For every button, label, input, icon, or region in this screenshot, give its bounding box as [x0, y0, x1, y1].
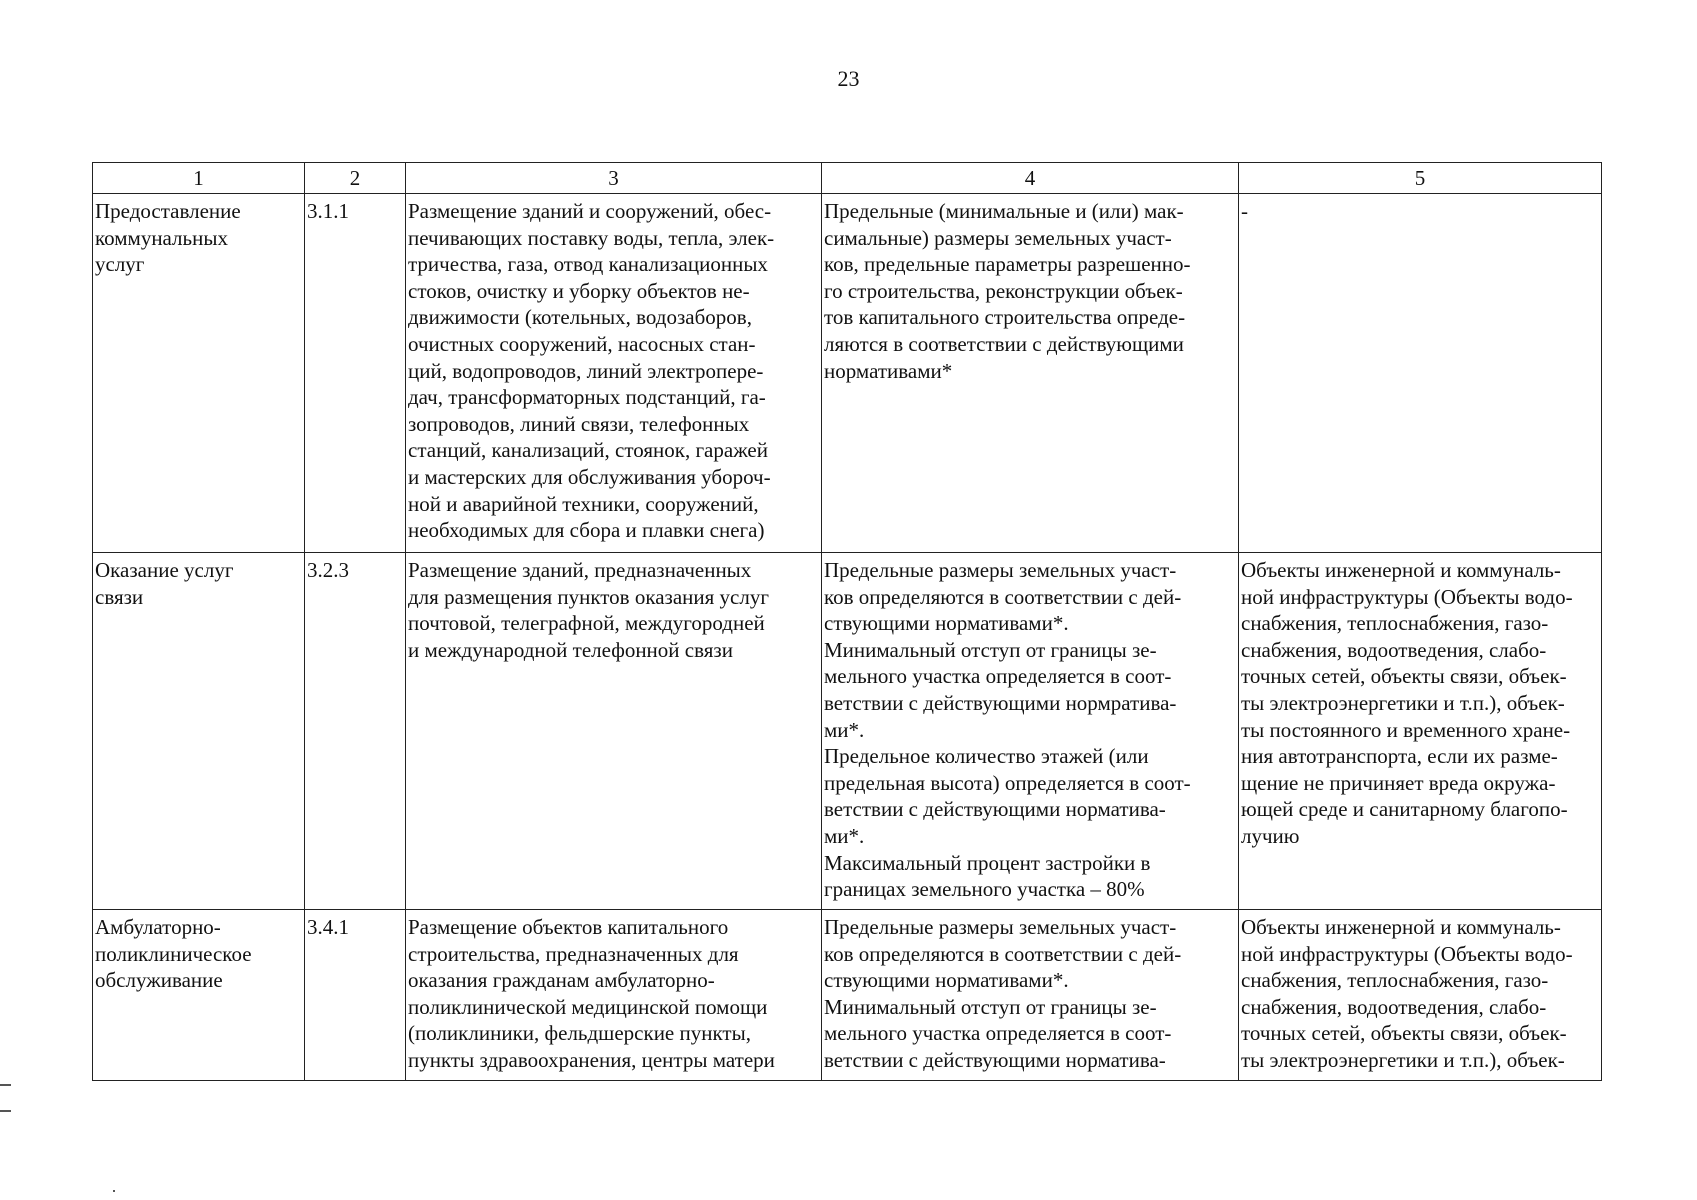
- use-type-name: Оказание услуг связи: [93, 553, 305, 910]
- table-row: [93, 910, 1602, 1081]
- column-header: 4: [822, 163, 1239, 194]
- scan-dust-speck: [113, 1190, 115, 1192]
- limit-parameters: Предельные размеры земельных участ- ков определяются в соответствии с дей- ствующими нормативами*. Минимальный отступ от границы зе- мельного участка определяется в соот- ветствии с действующими норматива-: [822, 910, 1239, 1081]
- column-header: 1: [93, 163, 305, 194]
- use-type-name: Предоставление коммунальных услуг: [93, 194, 305, 553]
- use-type-name: Амбулаторно- поликлиническое обслуживание: [93, 910, 305, 1081]
- use-type-description: Размещение объектов капитального строительства, предназначенных для оказания гражданам амбулаторно- поликлинической медицинской помощи (поликлиники, фельдшерские пункты, пункты здравоохранения, центры матери: [406, 910, 822, 1081]
- column-header: 5: [1239, 163, 1602, 194]
- limit-parameters: Предельные размеры земельных участ- ков определяются в соответствии с дей- ствующими нормативами*. Минимальный отступ от границы зе- мельного участка определяется в соот- ветствии с действующими нормратива- ми*. Предельное количество этажей (или предельная высота) определяется в соот- ветствии с действующими норматива- ми*. Максимальный процент застройки в границах земельного участка – 80%: [822, 553, 1239, 910]
- table-row: [93, 553, 1602, 910]
- use-type-description: Размещение зданий, предназначенных для размещения пунктов оказания услуг почтовой, телеграфной, междугородней и международной телефонной связи: [406, 553, 822, 910]
- auxiliary-uses: Объекты инженерной и коммуналь- ной инфраструктуры (Объекты водо- снабжения, теплоснабжения, газо- снабжения, водоотведения, слабо- точных сетей, объекты связи, объек- ты электроэнергетики и т.п.), объек- ты постоянного и временного хране- ния автотранспорта, если их разме- щение не причиняет вреда окружа- ющей среде и санитарному благопо- лучию: [1239, 553, 1602, 910]
- land-use-table: [92, 162, 1602, 1081]
- column-header: 3: [406, 163, 822, 194]
- use-type-description: Размещение зданий и сооружений, обес- печивающих поставку воды, тепла, элек- тричества, газа, отвод канализационных стоков, очистку и уборку объектов не- движимости (котельных, водозаборов, очистных сооружений, насосных стан- ций, водопроводов, линий электропере- дач, трансформаторных подстанций, га- зопроводов, линий связи, телефонных станций, канализаций, стоянок, гаражей и мастерских для обслуживания убороч- ной и аварийной техники, сооружений, необходимых для сбора и плавки снега): [406, 194, 822, 553]
- column-header: 2: [305, 163, 406, 194]
- page-number: 23: [837, 66, 860, 91]
- scan-margin-mark: [0, 1110, 11, 1112]
- use-type-code: 3.4.1: [305, 910, 406, 1081]
- auxiliary-uses: Объекты инженерной и коммуналь- ной инфраструктуры (Объекты водо- снабжения, теплоснабжения, газо- снабжения, водоотведения, слабо- точных сетей, объекты связи, объек- ты электроэнергетики и т.п.), объек-: [1239, 910, 1602, 1081]
- table-row: [93, 194, 1602, 553]
- header-row: [93, 163, 1602, 194]
- use-type-code: 3.1.1: [305, 194, 406, 553]
- auxiliary-uses: -: [1239, 194, 1602, 553]
- limit-parameters: Предельные (минимальные и (или) мак- симальные) размеры земельных участ- ков, предельные параметры разрешенно- го строительства, реконструкции объек- тов капитального строительства опреде- ляются в соответствии с действующими нормативами*: [822, 194, 1239, 553]
- use-type-code: 3.2.3: [305, 553, 406, 910]
- scan-margin-mark: [0, 1084, 11, 1086]
